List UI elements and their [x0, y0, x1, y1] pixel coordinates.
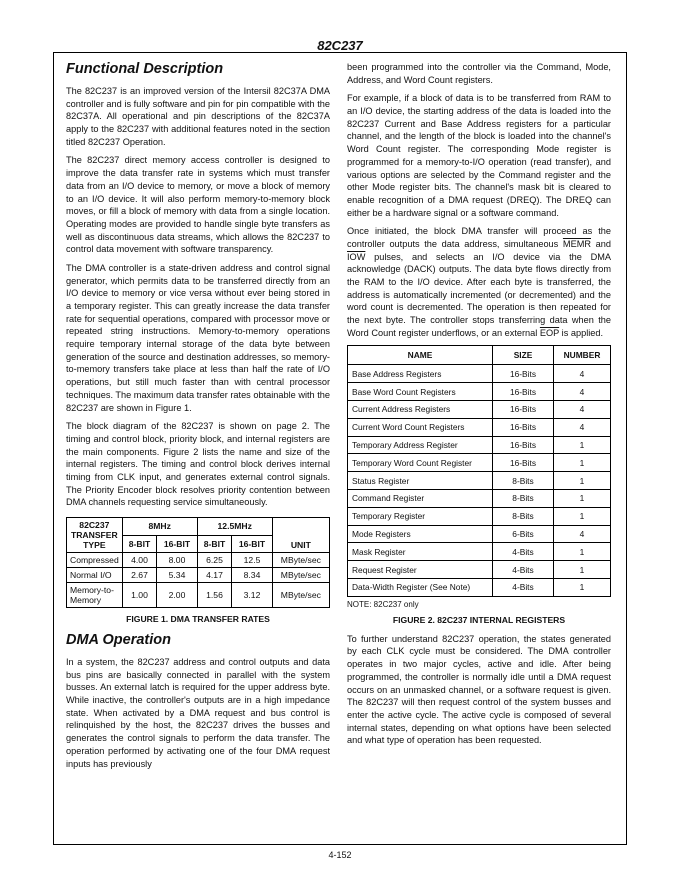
header-unit: UNIT: [272, 518, 329, 553]
right-column: [347, 61, 611, 753]
document-title: 82C237: [317, 38, 363, 53]
header-8bit: 8-BIT: [197, 535, 232, 553]
cell-size: 16-Bits: [493, 436, 554, 454]
cell-number: 1: [554, 454, 611, 472]
cell-name: Temporary Register: [348, 507, 493, 525]
header-name: NAME: [348, 346, 493, 365]
cell-number: 4: [554, 418, 611, 436]
cell-name: Request Register: [348, 561, 493, 579]
cell-number: 1: [554, 561, 611, 579]
cell-size: 4-Bits: [493, 543, 554, 561]
text-run: Once initiated, the block DMA transfer will proceed as the controller outputs the data address, simultaneous: [347, 226, 611, 249]
cell-name: Status Register: [348, 472, 493, 490]
paragraph: [347, 225, 611, 339]
cell-unit: MByte/sec: [272, 553, 329, 568]
cell-value: 5.34: [157, 568, 197, 583]
paragraph: been programmed into the controller via the Command, Mode, Address, and Word Count registers.: [347, 62, 611, 85]
signal-eop: $\overline{EOP}$: [539, 327, 560, 338]
cell-number: 1: [554, 507, 611, 525]
section-heading-dma-operation: DMA Operation: [66, 632, 171, 648]
header-8mhz: 8MHz: [122, 518, 197, 536]
header-size: SIZE: [493, 346, 554, 365]
table-row: [348, 472, 611, 490]
cell-number: 1: [554, 543, 611, 561]
header-transfer-type: 82C237 TRANSFER TYPE: [67, 518, 123, 553]
cell-value: 8.00: [157, 553, 197, 568]
table-row: [348, 579, 611, 597]
cell-size: 16-Bits: [493, 454, 554, 472]
internal-registers-table: [347, 345, 611, 596]
cell-value: 3.12: [232, 583, 272, 608]
table-row: [348, 490, 611, 508]
cell-name: Mode Registers: [348, 525, 493, 543]
table-row: [348, 436, 611, 454]
cell-value: 1.56: [197, 583, 232, 608]
page-number: 4-152: [328, 850, 352, 860]
table-row: [348, 543, 611, 561]
figure-2-caption: FIGURE 2. 82C237 INTERNAL REGISTERS: [392, 614, 566, 625]
cell-size: 4-Bits: [493, 561, 554, 579]
paragraph: In a system, the 82C237 address and control outputs and data bus pins are basically connected in parallel with the system busses. An external latch is required for the upper address byte. While inactive, the controller's outputs are in a high impedance state. When activated by a DMA request and bus control is relinquished by the host, the 82C237 drives the busses and generates the control signals to perform the data transfer. The operation performed by activating one of the four DMA request inputs has previously: [66, 657, 330, 769]
cell-name: Data-Width Register (See Note): [348, 579, 493, 597]
header-16bit: 16-BIT: [232, 535, 272, 553]
cell-value: 1.00: [122, 583, 157, 608]
header-number: NUMBER: [554, 346, 611, 365]
cell-value: 4.17: [197, 568, 232, 583]
cell-name: Current Word Count Registers: [348, 418, 493, 436]
table-row: [348, 525, 611, 543]
left-column: [66, 61, 330, 776]
cell-number: 1: [554, 579, 611, 597]
text-run: pulses, and selects an I/O device via the DMA acknowledge (DACK) outputs. The data byte flows directly from the RAM to the I/O device. After each byte is transferred, the address is automatically incremented (or decremented) and the word count is decremented. The operation is then repeated for the next byte. The controller stops transferring data when the Word Count register underflows, or an external: [347, 251, 611, 338]
cell-number: 4: [554, 525, 611, 543]
table-header-row: [348, 346, 611, 365]
paragraph: The 82C237 direct memory access controller is designed to improve the data transfer rate in systems which must transfer data from an I/O device to memory, or move a block of memory to an I/O device. It will also perform memory-to-memory block moves, or fill a block of memory with data from a single location. Operating modes are provided to handle single byte transfers as well as discontinuous data streams, which allows the 82C237 to control data movement with software transparency.: [66, 155, 330, 255]
cell-name: Temporary Word Count Register: [348, 454, 493, 472]
paragraph: The DMA controller is a state-driven address and control signal generator, which permits data to be transferred directly from an I/O device to memory or vice versa without ever being stored in a temporary register. This can greatly increase the data transfer rate for sequential operations, compared with processor move or repeated string instructions. Memory-to-memory operations require temporary internal storage of the data byte between generation of the source and destination addresses, so memory-to-memory transfers take place at less than half the rate of I/O operations, but still much faster than with central processor techniques. The maximum data transfer rates obtainable with the 82C237 are shown in Figure 1.: [66, 262, 330, 413]
cell-number: 4: [554, 365, 611, 383]
cell-size: 16-Bits: [493, 383, 554, 401]
cell-value: 2.00: [157, 583, 197, 608]
cell-number: 1: [554, 436, 611, 454]
cell-value: 4.00: [122, 553, 157, 568]
cell-size: 4-Bits: [493, 579, 554, 597]
signal-iow: $\overline{IOW}$: [347, 251, 366, 262]
table-row: [348, 561, 611, 579]
table-row: [67, 583, 330, 608]
cell-size: 8-Bits: [493, 472, 554, 490]
cell-size: 16-Bits: [493, 418, 554, 436]
cell-size: 8-Bits: [493, 490, 554, 508]
cell-type: Memory-to-Memory: [67, 583, 123, 608]
cell-value: 12.5: [232, 553, 272, 568]
table-note: NOTE: 82C237 only: [347, 599, 419, 609]
paragraph: To further understand 82C237 operation, the states generated by each CLK cycle must be considered. The DMA controller operates in two major cycles, active and idle. After being programmed, the controller is normally idle until a DMA request occurs on an unmasked channel, or a software request is given. The 82C237 will then request control of the system busses and enter the active cycle. The active cycle is composed of several internal states, depending on what options have been selected and what type of operation has been requested.: [347, 633, 611, 746]
content-frame: [53, 52, 627, 845]
figure-1-caption: FIGURE 1. DMA TRANSFER RATES: [126, 614, 270, 624]
header-8bit: 8-BIT: [122, 535, 157, 553]
table-row: [348, 454, 611, 472]
table-row: [348, 418, 611, 436]
cell-value: 8.34: [232, 568, 272, 583]
table-row: [348, 401, 611, 419]
cell-size: 8-Bits: [493, 507, 554, 525]
cell-name: Command Register: [348, 490, 493, 508]
cell-number: 4: [554, 383, 611, 401]
cell-name: Temporary Address Register: [348, 436, 493, 454]
cell-unit: MByte/sec: [272, 568, 329, 583]
cell-name: Base Address Registers: [348, 365, 493, 383]
cell-size: 16-Bits: [493, 401, 554, 419]
header-16bit: 16-BIT: [157, 535, 197, 553]
cell-name: Base Word Count Registers: [348, 383, 493, 401]
cell-size: 6-Bits: [493, 525, 554, 543]
paragraph: For example, if a block of data is to be transferred from RAM to an I/O device, the starting address of the data is loaded into the 82C237 Current and Base Address registers for a particular channel, and the length of the block is loaded into the channel's Word Count register. The corresponding Mode register is programmed for a memory-to-I/O operation (read transfer), and various options are selected by the Command register and the other Mode register bits. The channel's mask bit is cleared to enable recognition of a DMA request (DREQ). The DREQ can either be a hardware signal or a software command.: [347, 93, 611, 218]
cell-number: 1: [554, 490, 611, 508]
table-row: [67, 553, 330, 568]
cell-name: Current Address Registers: [348, 401, 493, 419]
cell-type: Normal I/O: [67, 568, 123, 583]
text-run: is applied.: [559, 327, 604, 338]
header-12-5mhz: 12.5MHz: [197, 518, 272, 536]
table-row: [348, 383, 611, 401]
dma-transfer-rates-table: [66, 517, 330, 608]
table-row: [348, 507, 611, 525]
cell-value: 6.25: [197, 553, 232, 568]
cell-number: 4: [554, 401, 611, 419]
section-heading-functional-description: Functional Description: [66, 61, 224, 77]
cell-value: 2.67: [122, 568, 157, 583]
signal-memr: MEMR: [562, 238, 591, 249]
table-header-row: [67, 518, 330, 536]
table-row: [67, 568, 330, 583]
cell-number: 1: [554, 472, 611, 490]
cell-type: Compressed: [67, 553, 123, 568]
paragraph: The 82C237 is an improved version of the Intersil 82C37A DMA controller and is fully software and pin for pin compatible with the 82C37A. All operational and pin descriptions of the 82C37A apply to the 82C237 with additional features noted in the section titled 82C237 Operation.: [66, 86, 330, 147]
cell-name: Mask Register: [348, 543, 493, 561]
table-row: [348, 365, 611, 383]
cell-size: 16-Bits: [493, 365, 554, 383]
text-run: and: [591, 238, 611, 249]
paragraph: The block diagram of the 82C237 is shown on page 2. The timing and control block, priority block, and internal registers are the main components. Figure 2 lists the name and size of the internal registers. The timing and control block derives internal timing from CLK input, and generates external control signals. The Priority Encoder block resolves priority contention between DMA channels requesting service simultaneously.: [66, 421, 330, 508]
cell-unit: MByte/sec: [272, 583, 329, 608]
